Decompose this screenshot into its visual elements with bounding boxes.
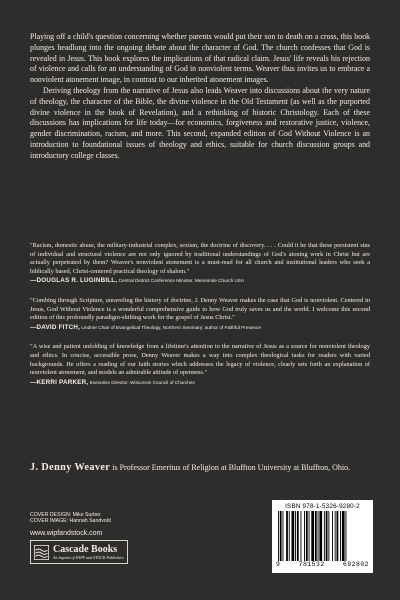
cover-credits [30, 512, 111, 525]
cover-image-credit: COVER IMAGE: Hannah Sandvold [30, 518, 111, 525]
endorsement-attribution [30, 324, 370, 333]
endorsement-quote: "A wise and patient unfolding of knowledge from a lifetime's attention to the narrative of Jesus as a source for nonviolent theology and ethics. In concise, accessible prose, Denny Weaver makes a way into complex theological tasks for readers with varied backgrounds. He offers a reading of our faith stories which addresses the legacy of violence, clearly sets forth an explanation of nonviolent atonement, and models an admirable attitude of openness." [30, 343, 370, 377]
publisher-name: Cascade Books [53, 543, 118, 555]
barcode-icon [276, 511, 369, 561]
endorser-name: —DAVID FITCH, [30, 323, 81, 331]
endorser-title: Lindner Chair of Evangelical Theology, Northern Seminary; author of Faithful Presence [80, 324, 261, 330]
barcode-digits [276, 561, 369, 568]
publisher-logo [30, 540, 128, 564]
description-paragraph-2: Deriving theology from the narrative of Jesus also leads Weaver into discussions about the very nature of theology, the character of the Bible, the divine violence in the Old Testament (as well as the purported divine violence in the book of Revelation), and a rethinking of historic Christology. Each of these discussions has implications for life today—for economics, forgiveness and restorative justice, violence, gender discrimination, racism, and more. This second, expanded edition of God Without Violence is an introduction to foundational issues of theology and ethics, suitable for church discussion groups and introductory college classes. [30, 85, 370, 160]
publisher-website[interactable]: www.wipfandstock.com [30, 530, 103, 537]
cascade-waves-logo-icon [34, 545, 49, 560]
author-bio [30, 463, 375, 473]
endorsement-attribution [30, 379, 370, 388]
endorser-name: —KERRI PARKER, [30, 378, 89, 386]
author-name: J. Denny Weaver [30, 462, 111, 473]
endorser-title: Executive Director, Wisconsin Council of Churches [88, 379, 195, 385]
publisher-tagline: An Imprint of WIPF and STOCK Publishers [53, 554, 124, 560]
isbn-label: ISBN 978-1-5326-9280-2 [285, 503, 360, 510]
endorsement-quote: "Combing through Scripture, unraveling the history of doctrine, J. Denny Weaver makes the case that God is nonviolent. Centered in Jesus, God Without Violence is a wonderful comprehensive guide to how God truly saves us and the world. I welcome this second edition of this profoundly paradigm-shifting work for the gospel of Jesus Christ." [30, 296, 370, 322]
endorsement-attribution [30, 277, 370, 286]
cover-design-credit: COVER DESIGN: Mike Surber [30, 512, 101, 518]
endorsement-quote: "Racism, domestic abuse, the military-industrial complex, sexism, the doctrine of discovery. . . . Could it be that these persistent sins of individual and structural violence are not only ignored by traditional understandings of God's atoning work in Christ but are actually perpetrated by them? Weaver's nonviolent atonement is a must-read for all church and institutional leaders who seek a biblically based, Christ-centered practical theology of shalom." [30, 242, 370, 275]
endorser-title: Central District Conference Minister, Mennonite Church USA [117, 278, 245, 284]
isbn-barcode [272, 500, 373, 573]
barcode-digit-group: 9 [276, 561, 281, 568]
endorsements [30, 242, 370, 398]
barcode-digit-group: 692802 [342, 561, 369, 568]
book-description [30, 32, 370, 162]
endorser-name: —DOUGLAS R. LUGINBILL, [30, 277, 118, 285]
endorsement-item [30, 297, 370, 332]
endorsement-item [30, 343, 370, 387]
description-paragraph-1: Playing off a child's question concerning whether parents would put their son to death on a cross, this book plunges headlong into the ongoing debate about the character of God. The church confesses that God is revealed in Jesus. This book explores the implications of that radical claim. Jesus' life reveals his rejection of violence and calls for an understanding of God in nonviolent terms. Weaver thus invites us to embrace a nonviolent atonement image, in contrast to our inherited atonement images. [30, 32, 370, 85]
endorsement-item [30, 242, 370, 286]
barcode-digit-group: 781532 [298, 561, 325, 568]
author-bio-text: is Professor Emeritus of Religion at Bluffton University at Bluffton, Ohio. [110, 463, 351, 472]
